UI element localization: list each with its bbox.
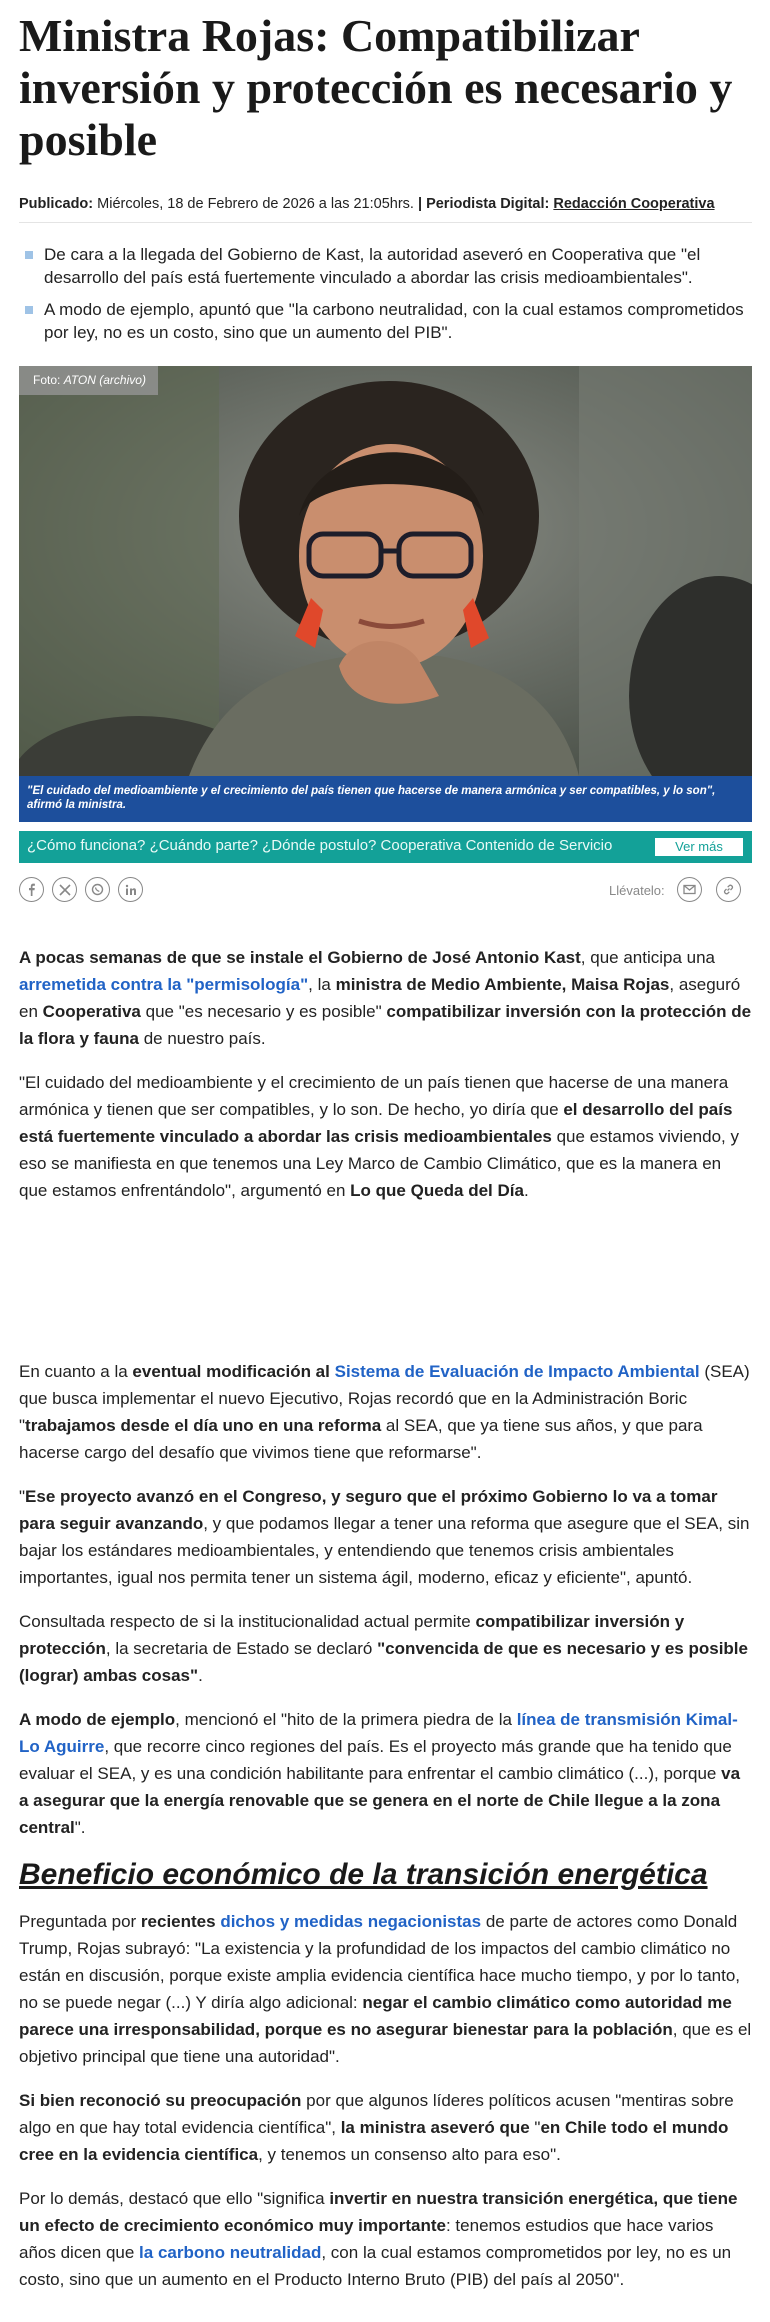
bold-text: Cooperativa	[42, 1002, 141, 1021]
paragraph	[19, 1908, 752, 2070]
published-label: Publicado:	[19, 196, 94, 212]
photo-credit	[19, 366, 158, 395]
highlight-item	[19, 243, 752, 289]
paragraph	[19, 1706, 752, 1841]
email-icon[interactable]	[677, 877, 702, 902]
text: , la	[308, 975, 336, 994]
text: Preguntada por	[19, 1912, 141, 1931]
highlights-list	[19, 243, 752, 344]
bold-text: Si bien reconoció su preocupación	[19, 2091, 302, 2110]
paragraph	[19, 1483, 752, 1591]
bold-text: A pocas semanas de que se instale el Gobierno de José Antonio Kast	[19, 948, 581, 967]
portrait-image	[19, 366, 752, 776]
journalist-link[interactable]: Redacción Cooperativa	[553, 196, 715, 212]
bold-text: compatibilizar inversión con la protección de la flora y fauna	[19, 1002, 752, 1048]
paragraph	[19, 2185, 752, 2293]
text: que estamos viviendo, y eso se manifiesta en que tenemos una Ley Marco de Cambio Climático, que es la manera en que estamos enfrentándolo", argumentó en	[19, 1127, 739, 1200]
paragraph	[19, 1069, 752, 1204]
text: de nuestro país.	[138, 1029, 266, 1048]
bold-text: trabajamos desde el día uno en una reforma	[25, 1416, 382, 1435]
sea-link[interactable]: Sistema de Evaluación de Impacto Ambiental	[334, 1362, 700, 1381]
paragraph	[19, 1608, 752, 1689]
bold-text: negar el cambio climático como autoridad me parece una irresponsabilidad, porque es no asegurar bienestar para la población	[19, 1993, 732, 2039]
text: que "es necesario y es posible"	[140, 1002, 387, 1021]
text: , que es el objetivo principal que tiene una autoridad".	[19, 2020, 752, 2066]
text: , con la cual estamos comprometidos por ley, no es un costo, sino que un aumento en el Producto Interno Bruto (PIB) del país al 2050".	[19, 2243, 732, 2289]
bold-text: Ese proyecto avanzó en el Congreso, y seguro que el próximo Gobierno lo va a tomar para seguir avanzando	[19, 1487, 718, 1533]
text: (SEA) que busca implementar el nuevo Ejecutivo, Rojas recordó que en la Administración Boric "	[19, 1362, 750, 1435]
see-more-button[interactable]: Ver más	[655, 838, 743, 856]
headline: Ministra Rojas: Compatibilizar inversión y protección es necesario y posible	[19, 10, 733, 165]
text: : tenemos estudios que hace varios años dicen que	[19, 2216, 714, 2262]
carbono-neutralidad-link[interactable]: la carbono neutralidad	[139, 2243, 322, 2262]
whatsapp-icon[interactable]	[85, 877, 110, 902]
bold-text: va a asegurar que la energía renovable que se genera en el norte de Chile llegue a la zona central	[19, 1764, 741, 1837]
article-photo[interactable]	[19, 366, 752, 776]
text: ".	[74, 1818, 86, 1837]
bold-text: compatibilizar inversión y protección	[19, 1612, 685, 1658]
text: , y que podamos llegar a tener una reforma que asegure que el SEA, sin bajar los estándares medioambientales, y entendiendo que tenemos crisis ambientales importantes, igual nos permita tener un sistema ágil, moderno, eficaz y eficiente", apuntó.	[19, 1514, 750, 1587]
text: .	[198, 1666, 203, 1685]
service-banner-text: ¿Cómo funciona? ¿Cuándo parte? ¿Dónde postulo? Cooperativa Contenido de Servicio	[27, 837, 613, 854]
highlight-item	[19, 298, 752, 344]
ad-placeholder	[19, 1221, 752, 1358]
text: , mencionó el "hito de la primera piedra de la	[175, 1710, 517, 1729]
bold-text: Lo que Queda del Día	[350, 1181, 524, 1200]
bullet-square-icon	[25, 251, 33, 259]
permisologia-link[interactable]: arremetida contra la "permisología"	[19, 975, 309, 994]
bold-text: en Chile todo el mundo cree en la evidencia científica	[19, 2118, 729, 2164]
bold-text: recientes	[140, 1912, 216, 1931]
facebook-icon[interactable]	[19, 877, 44, 902]
highlight-text: A modo de ejemplo, apuntó que "la carbono neutralidad, con la cual estamos comprometidos por ley, no es un costo, sino que un aumento del PIB".	[44, 300, 744, 342]
text: , aseguró en	[19, 975, 741, 1021]
negacionistas-link[interactable]: dichos y medidas negacionistas	[220, 1912, 482, 1931]
bold-text: A modo de ejemplo	[19, 1710, 176, 1729]
credit-label: Foto:	[33, 373, 61, 387]
text: por que algunos líderes políticos acusen "mentiras sobre algo en que hay total evidencia científica",	[19, 2091, 734, 2137]
article-body	[19, 944, 752, 2293]
text: "El cuidado del medioambiente y el crecimiento de un país tienen que hacerse de una manera armónica y tienen que ser compatibles, y lo son. De hecho, yo diría que	[19, 1073, 729, 1119]
byline-separator: |	[417, 196, 423, 212]
credit-source: ATON (archivo)	[63, 373, 146, 387]
text: al SEA, que ya tiene sus años, y que para hacerse cargo del desafío que vivimos tiene que reformarse".	[19, 1416, 703, 1462]
linkedin-icon[interactable]	[118, 877, 143, 902]
share-label: Llévatelo:	[609, 883, 665, 898]
paragraph	[19, 1358, 752, 1466]
text: .	[523, 1181, 529, 1200]
text: , que anticipa una	[580, 948, 716, 967]
paragraph	[19, 944, 752, 1052]
highlight-text: De cara a la llegada del Gobierno de Kast, la autoridad aseveró en Cooperativa que "el desarrollo del país está fuertemente vinculado a abordar las crisis medioambientales".	[44, 245, 701, 287]
text: "	[529, 2118, 541, 2137]
text: En cuanto a la	[19, 1362, 133, 1381]
bold-text: "convencida de que es necesario y es posible (lograr) ambas cosas"	[19, 1639, 748, 1685]
text: , y tenemos un consenso alto para eso".	[258, 2145, 561, 2164]
text: Por lo demás, destacó que ello "significa	[19, 2189, 330, 2208]
text: , que recorre cinco regiones del país. Es el proyecto más grande que ha tenido que evaluar el SEA, y es una condición habilitante para enfrentar el cambio climático (...), porque	[19, 1737, 732, 1783]
bold-text: la ministra aseveró que	[340, 2118, 530, 2137]
journalist-label: Periodista Digital:	[426, 196, 550, 212]
photo-caption: "El cuidado del medioambiente y el crecimiento del país tienen que hacerse de manera armónica y ser compatibles, y lo son", afirmó la ministra.	[19, 776, 752, 822]
link-icon[interactable]	[716, 877, 741, 902]
bullet-square-icon	[25, 306, 33, 314]
bold-text: invertir en nuestra transición energética, que tiene un efecto de crecimiento económico muy importante	[19, 2189, 738, 2235]
byline	[19, 196, 752, 223]
bold-text: ministra de Medio Ambiente, Maisa Rojas	[335, 975, 670, 994]
text: de parte de actores como Donald Trump, Rojas subrayó: "La existencia y la profundidad de los impactos del cambio climático no están en discusión, porque existe amplia evidencia científica hace mucho tiempo, y por lo tanto, no se puede negar (...) Y diría algo adicional:	[19, 1912, 741, 2012]
paragraph	[19, 2087, 752, 2168]
bold-text: el desarrollo del país está fuertemente vinculado a abordar las crisis medioambientales	[19, 1100, 733, 1146]
bold-text: eventual modificación al	[132, 1362, 330, 1381]
published-date: Miércoles, 18 de Febrero de 2026 a las 21:05hrs.	[97, 196, 414, 212]
section-subheading: Beneficio económico de la transición energética	[19, 1858, 708, 1891]
share-bar	[19, 877, 752, 909]
service-banner[interactable]	[19, 831, 752, 863]
kimal-link[interactable]: línea de transmisión Kimal-Lo Aguirre	[19, 1710, 738, 1756]
article-page	[19, 10, 769, 2293]
x-icon[interactable]	[52, 877, 77, 902]
text: Consultada respecto de si la institucionalidad actual permite	[19, 1612, 476, 1631]
text: , la secretaria de Estado se declaró	[105, 1639, 378, 1658]
text: "	[19, 1487, 26, 1506]
